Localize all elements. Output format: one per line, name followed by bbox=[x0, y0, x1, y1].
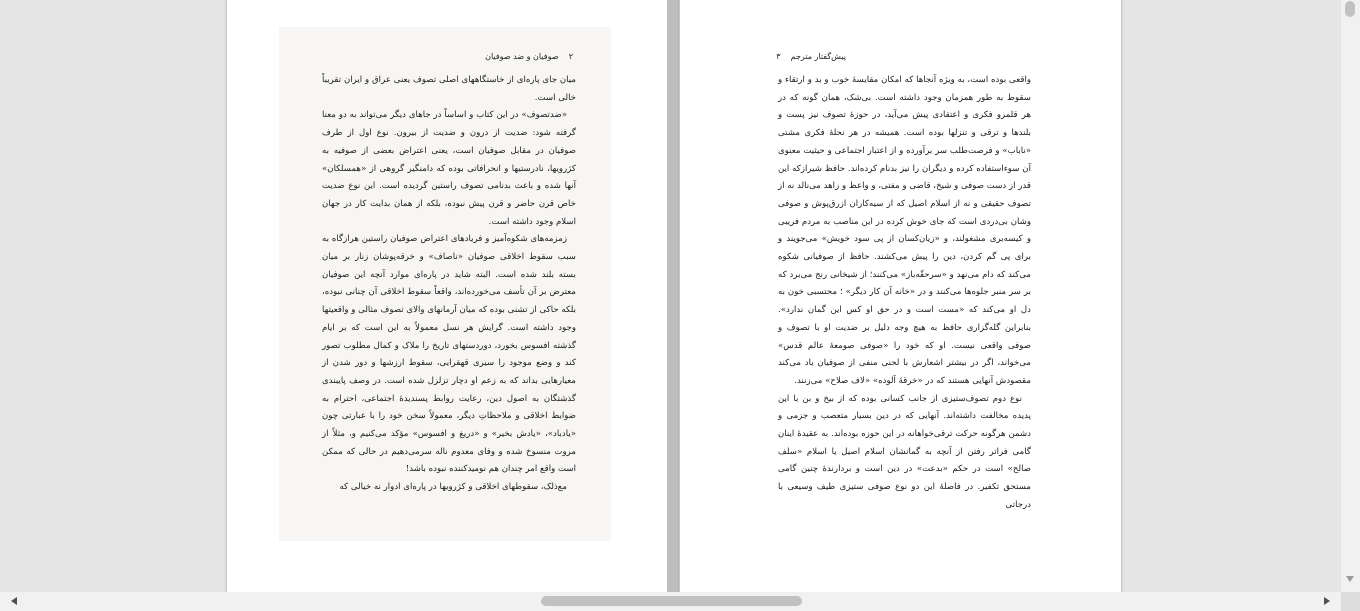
paragraph: نوع دوم تصوف‌ستیزی از جانب کسانی بوده که از بیخ و بن با این پدیده مخالفت داشته‌اند. آنهایی که در دین بسیار متعصب و جزمی و دشمن هرگونه حرکت ترقی‌خواهانه در این حوزه بوده‌اند. به عقیدهٔ اینان گامی فراتر رفتن از آنچه به گمانشان اسلام اصیل یا اسلام «سلف صالح» است در حکم «بدعت» در دین است و بردارندهٔ چنین گامی مستحق تکفیر. در فاصلهٔ این دو نوع صوفی ستیزی طیف وسیعی با درجاتی bbox=[778, 393, 1031, 510]
scroll-down-arrow-icon[interactable] bbox=[1346, 576, 1354, 582]
scroll-right-arrow-icon[interactable] bbox=[1324, 597, 1330, 605]
vertical-scrollbar[interactable] bbox=[1341, 0, 1360, 592]
running-title: پیش‌گفتار مترجم bbox=[790, 52, 846, 61]
scrollbar-corner bbox=[1341, 592, 1360, 611]
paragraph: مع‌ذلک، سقوطهای اخلاقی و کژرویها در پاره‌ای ادوار نه خیالی که bbox=[339, 482, 567, 493]
page-body bbox=[778, 72, 1031, 515]
paragraph: میان جای پاره‌ای از خاستگاههای اصلی تصوف یعنی عراق و ایران تقریباً خالی است. bbox=[322, 75, 576, 103]
book-page-right bbox=[679, 0, 1122, 592]
paragraph: زمزمه‌های شکوه‌آمیز و فریادهای اعتراض صوفیان راستین هرازگاه به سبب سقوط اخلاقی صوفیان «ناصاف» و خرقه‌پوشان زنار بر میان بسته بلند شده است. البته شاید در پاره‌ای موارد آنچه این صوفیان معترض بر آن تأسف می‌خورده‌اند، واقعاً سقوط اخلاقی آن چنانی نبوده، بلکه حاکی از تشنی بوده که میان آرمانهای والای تصوف مثالی و واقعیتها وجود داشته است. گرایش هر نسل معمولاً به این است که بر ایام گذشته افسوس بخورد، دوردستهای تاریخ را ملاک و کمال مطلوب تصور کند و وضع موجود را سیری قهقرایی، سقوط ارزشها و دور شدن از معیارهایی بداند که به زعم او دچار تزلزل شده است. در وصف پایبندی گذشتگان به اصول دین، رعایت روابط پسندیدهٔ اجتماعی، احترام به ضوابط اخلاقی و ملاحظاتِ دیگر، معمولاً سخن خود را با عبارتی چون «یادباد»، «یادش بخیر» و «دریغ و افسوس» مؤکد می‌کنیم و، مثلاً از مروت منسوخ شده و وفای معدوم ناله سرمی‌دهیم در حالی که ممکن است واقع امر چندان هم نومیدکننده نبوده باشد! bbox=[321, 234, 576, 475]
paragraph: واقعی بوده است، به ویژه آنجاها که امکان مقایسهٔ خوب و بد و ارتقاء و سقوط به طور همزمان وجود داشته است. بی‌شک، همان گونه که در هر قلمرو فکری و اعتقادی پیش می‌آید، در حوزهٔ تصوف نیز پست و بلندها و ترقی و تنزلها بوده است. همیشه در هر نحلهٔ فکری مشتی «ناباب» و فرصت‌طلب سر برآورده و از اعتبار اجتماعی و حیثیت معنوی آن سوءاستفاده کرده و دیگران را نیز بدنام کرده‌اند. حافظ شیرازکه این قدر از دست صوفی و شیخ، قاضی و مفتی، و واعظ و زاهد می‌نالد نه از تصوف حقیقی و نه از اسلام اصیل که از سیه‌کاران ازرق‌پوش و صوفی وشان بی‌دردی است که جای خوش کرده در این مناصب به مردم فریبی و کیسه‌بری مشغولند، و «زیان‌کسان از پی سود خویش» می‌جویند و برای پی گم کردن، دین را پیش می‌کشند. حافظ از صوفیانی شکوه می‌کند که دام می‌نهد و «سرحقّه‌باز» می‌کنند؛ از شیخانی رنج می‌برد که بر سر منبر جلوه‌ها می‌کنند و در «خانه آن کار دیگر» ؛ محتسبی خون به دل او می‌کند که «مست است و در حق او کس این گمان ندارد». بنابراین گله‌گزاری حافظ به هیچ وجه دلیل بر ضدیت او با تصوف و صوفی واقعی نیست. او که خود را «صوفی صومعهٔ عالم قدس» می‌خواند، اگر در بیشتر اشعارش با لحنی منفی از صوفیان یاد می‌کند مقصودش آنهایی هستند که در «خرقهٔ آلوده» «لاف صلاح» می‌زنند. bbox=[778, 75, 1031, 386]
page-number: ۲ bbox=[568, 52, 573, 61]
page-body bbox=[322, 72, 576, 497]
page-header bbox=[483, 52, 573, 61]
running-title: صوفیان و ضد صوفیان bbox=[485, 52, 559, 61]
book-page-left bbox=[226, 0, 669, 592]
horizontal-scrollbar[interactable] bbox=[0, 592, 1341, 611]
paragraph: «ضدتصوف» در این کتاب و اساساً در جاهای دیگر می‌تواند به دو معنا گرفته شود: ضدیت از درون و ضدیت از بیرون. نوع اول از طرف صوفیان در مقابل صوفیان است، یعنی اعتراض بعضی از صوفیه به کژرویها، نادرستیها و انحرافاتی بوده که دامنگیر گروهی از «همسلکان» آنها شده و باعث بدنامی تصوف راستین گردیده است. این نوع ضدیت خاص قرن حاضر و قرن پیش نبوده، بلکه از همان بدایت کار در جهان اسلام وجود داشته است. bbox=[322, 110, 576, 227]
page-header bbox=[776, 52, 846, 61]
page-gap bbox=[667, 0, 679, 592]
horizontal-scroll-thumb[interactable] bbox=[541, 596, 802, 606]
vertical-scroll-thumb[interactable] bbox=[1345, 1, 1355, 17]
page-number: ۳ bbox=[776, 52, 781, 61]
scroll-left-arrow-icon[interactable] bbox=[11, 597, 17, 605]
